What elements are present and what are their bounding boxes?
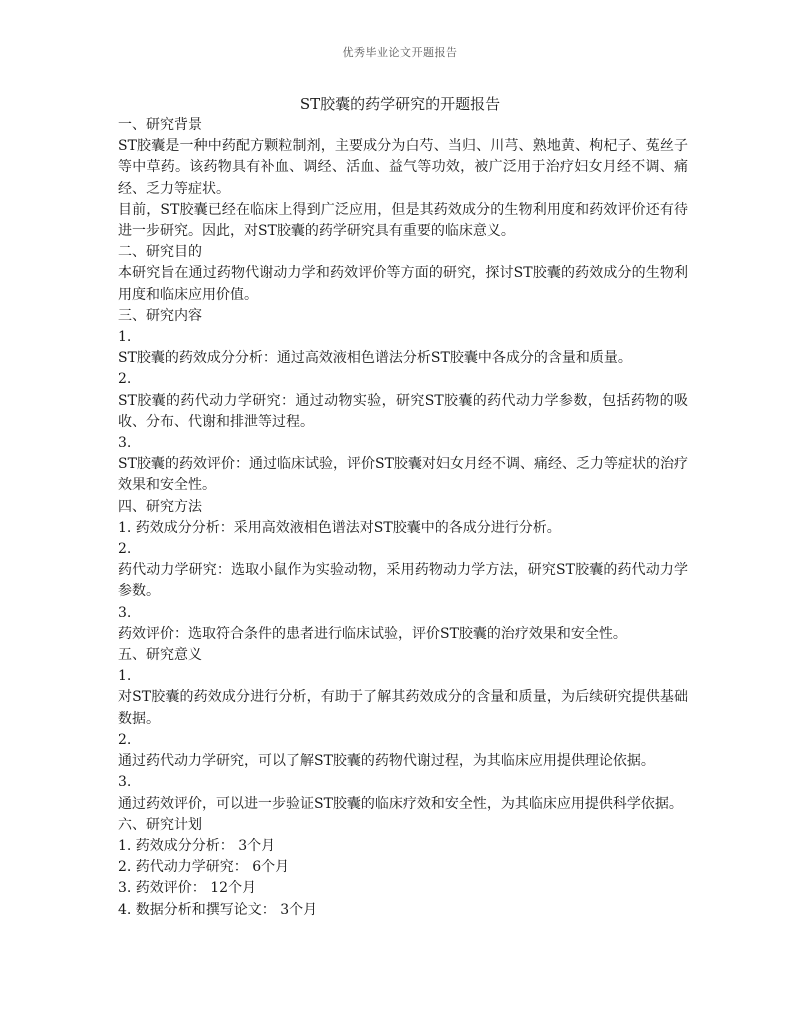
paragraph: ST胶囊是一种中药配方颗粒制剂，主要成分为白芍、当归、川芎、熟地黄、枸杞子、菟丝子等中草药。该药物具有补血、调经、活血、益气等功效，被广泛用于治疗妇女月经不调、痛经、乏力等症状。	[118, 138, 688, 197]
list-number: 2.	[118, 371, 132, 388]
list-item-text: ST胶囊的药代动力学研究：通过动物实验，研究ST胶囊的药代动力学参数，包括药物的吸收、分布、代谢和排泄等过程。	[118, 392, 688, 430]
list-item-text: 通过药效评价，可以进一步验证ST胶囊的临床疗效和安全性，为其临床应用提供科学依据。	[118, 795, 683, 812]
list-number: 3.	[118, 774, 132, 791]
section-heading-plan: 六、研究计划	[118, 816, 202, 833]
list-number: 1.	[118, 668, 132, 685]
section-heading-purpose: 二、研究目的	[118, 244, 202, 261]
paragraph: 目前，ST胶囊已经在临床上得到广泛应用，但是其药效成分的生物利用度和药效评价还有待进一步研究。因此，对ST胶囊的药学研究具有重要的临床意义。	[118, 201, 688, 240]
list-number: 1.	[118, 329, 132, 346]
page-header: 优秀毕业论文开题报告	[342, 46, 458, 59]
list-item-text: 药代动力学研究：选取小鼠作为实验动物，采用药物动力学方法，研究ST胶囊的药代动力学参数。	[118, 562, 688, 600]
section-heading-methods: 四、研究方法	[118, 498, 202, 515]
paragraph: 本研究旨在通过药物代谢动力学和药效评价等方面的研究，探讨ST胶囊的药效成分的生物利用度和临床应用价值。	[118, 265, 688, 303]
list-item-text: 对ST胶囊的药效成分进行分析，有助于了解其药效成分的含量和质量，为后续研究提供基础数据。	[118, 689, 688, 727]
list-item-text: 药效评价：选取符合条件的患者进行临床试验，评价ST胶囊的治疗效果和安全性。	[118, 625, 627, 642]
list-number: 3.	[118, 604, 132, 621]
plan-item: 2. 药代动力学研究： 6个月	[118, 859, 290, 876]
list-item-text: ST胶囊的药效成分分析：通过高效液相色谱法分析ST胶囊中各成分的含量和质量。	[118, 350, 632, 367]
plan-item: 3. 药效评价： 12个月	[118, 880, 257, 897]
document-body	[118, 115, 688, 921]
list-item-text: ST胶囊的药效评价：通过临床试验，评价ST胶囊对妇女月经不调、痛经、乏力等症状的治疗效果和安全性。	[118, 456, 688, 494]
section-heading-content: 三、研究内容	[118, 307, 202, 324]
list-item-text: 1. 药效成分分析：采用高效液相色谱法对ST胶囊中的各成分进行分析。	[118, 519, 561, 536]
document-title: ST胶囊的药学研究的开题报告	[299, 95, 501, 113]
plan-item: 4. 数据分析和撰写论文： 3个月	[118, 901, 318, 918]
list-number: 3.	[118, 435, 132, 452]
list-number: 2.	[118, 731, 132, 748]
list-number: 2.	[118, 541, 132, 558]
section-heading-background: 一、研究背景	[118, 117, 202, 133]
section-heading-significance: 五、研究意义	[118, 647, 202, 664]
plan-item: 1. 药效成分分析： 3个月	[118, 837, 276, 854]
list-item-text: 通过药代动力学研究，可以了解ST胶囊的药物代谢过程，为其临床应用提供理论依据。	[118, 753, 655, 770]
